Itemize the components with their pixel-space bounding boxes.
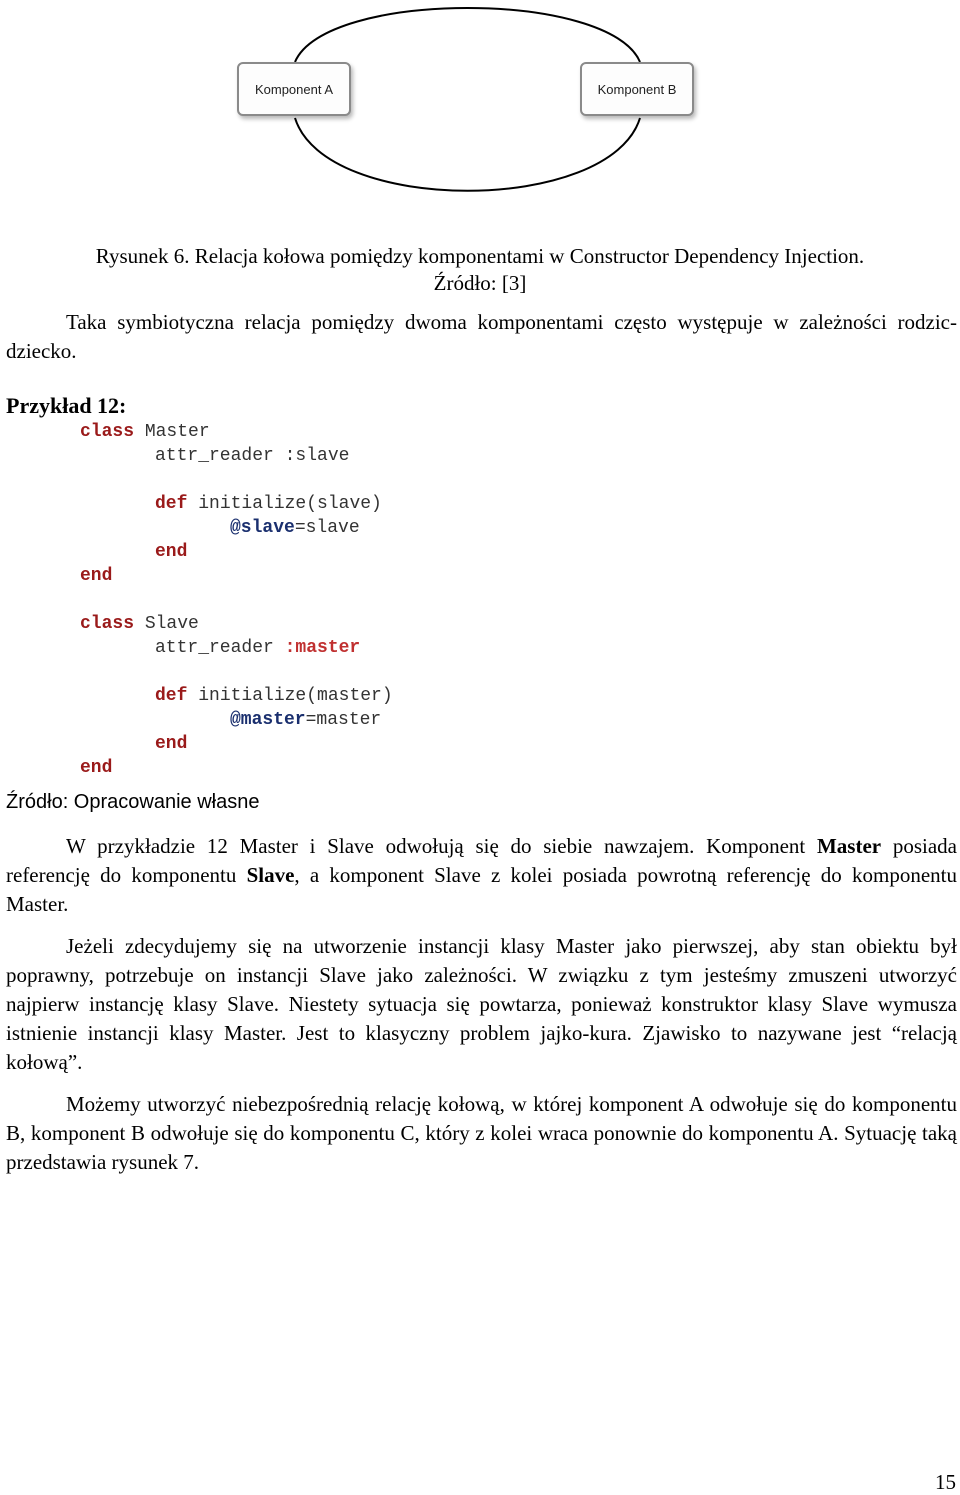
example-title: Przykład 12: [6,393,127,418]
code-line: attr_reader :master [155,638,361,658]
circular-relation-diagram [0,0,960,200]
component-a-box [237,62,351,116]
code-line: def initialize(master) [155,686,393,706]
connector-top-arc [295,8,640,62]
page-number: 15 [935,1470,956,1494]
code-line: def initialize(slave) [155,494,382,514]
code-line: attr_reader :slave [155,446,350,466]
component-b-label: Komponent B [597,81,677,97]
component-b-box [580,62,694,116]
paragraph-indirect-relation: Możemy utworzyć niebezpośrednią relację kołową, w której komponent A odwołuje się do komponentu B, komponent B odwołuje się do komponentu C, który z kolei wraca ponownie do komponentu A. Sytuację taką przedstawia rysunek 7. [6,1092,957,1174]
paragraph-symbiotic: Taka symbiotyczna relacja pomiędzy dwoma komponentami często występuje w zależności rodzic-dziecko. [6,310,957,363]
figure-caption: Rysunek 6. Relacja kołowa pomiędzy komponentami w Constructor Dependency Injection. [95,244,865,268]
component-a-label: Komponent A [254,81,334,97]
paragraph-chicken-egg: Jeżeli zdecydujemy się na utworzenie instancji klasy Master jako pierwszej, aby stan obiektu był poprawny, potrzebuje on instancji Slave jako zależności. W związku z tym jesteśmy zmuszeni utworzyć najpierw instancję klasy Slave. Niestety sytuacja się powtarza, ponieważ konstruktor klasy Slave wymusza istnienie instancji klasy Master. Jest to klasyczny problem jajko-kura. Zjawisko to nazywane jest “relacją kołową”. [6,934,957,1074]
connector-bottom-arc [295,118,640,191]
figure-source: Źródło: [3] [433,271,527,295]
code-line: end [155,542,188,562]
code-line: end [80,566,113,586]
code-line: end [155,734,188,754]
diagram-connectors [0,0,960,200]
code-block-slave: class Slave [80,614,199,634]
code-line: @master=master [230,710,382,730]
code-line: @slave=slave [230,518,360,538]
example-source: Źródło: Opracowanie własne [6,791,260,813]
paragraph-master-slave: W przykładzie 12 Master i Slave odwołują się do siebie nawzajem. Komponent Master posiada referencję do komponentu Slave, a komponent Slave z kolei posiada powrotną referencję do komponentu Master. [6,834,957,916]
code-block-master: class Master [80,422,210,442]
code-line: end [80,758,113,778]
